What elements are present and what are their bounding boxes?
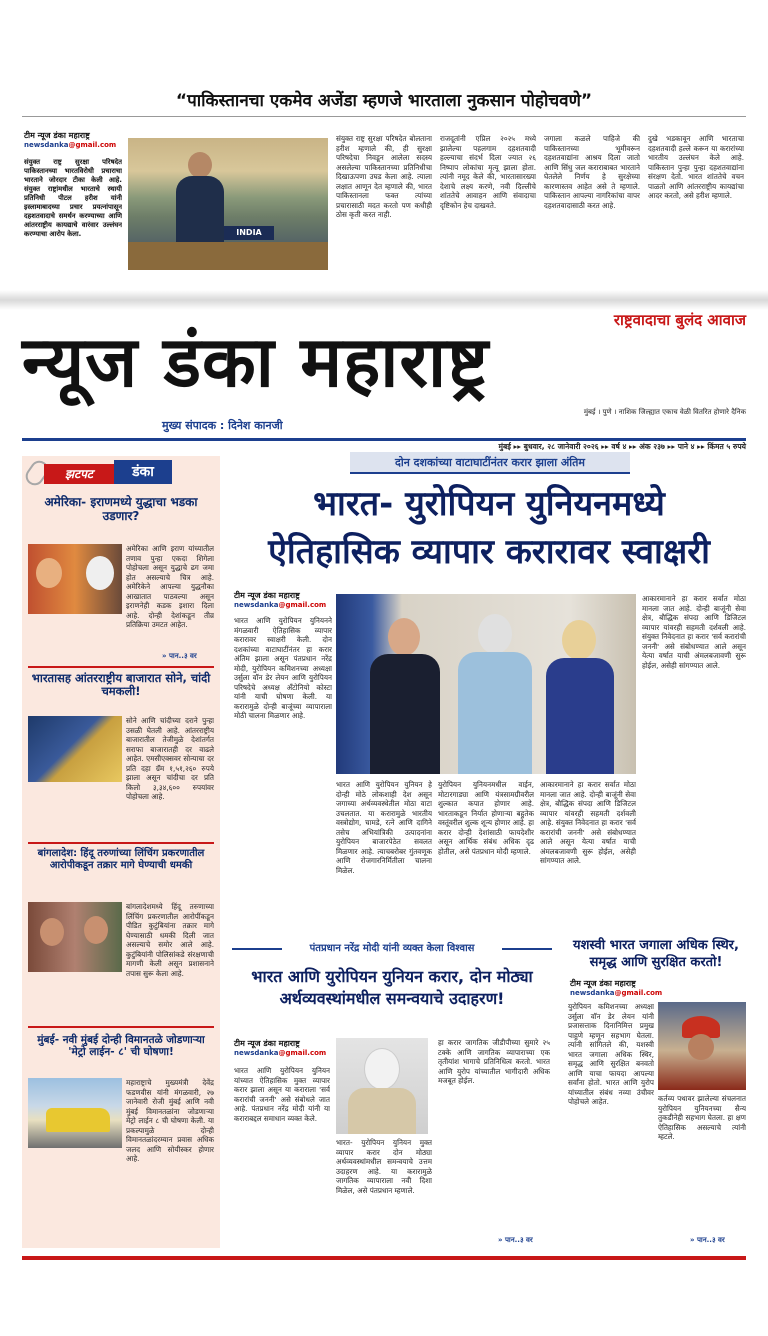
editor-label: मुख्य संपादक :: [162, 419, 225, 432]
desk: [128, 242, 328, 270]
section-shadow: [0, 290, 768, 310]
editor-line: [162, 418, 283, 433]
byline-name: टीम न्यूज डंका महाराष्ट्र: [234, 1039, 300, 1048]
lead-byline: [234, 590, 334, 609]
top-story-byline: [24, 130, 124, 149]
lead-kicker: दोन दशकांच्या वाटाघाटींनंतर करार झाला अंतिम: [350, 452, 630, 474]
lead-col-4a: आकारमानाने हा करार सर्वात मोठा मानला जात आहे. दोन्ही बाजूंनी सेवा क्षेत्र, बौद्धिक संपदा आणि डिजिटल व्यापार यांवरही सहमती दर्शवली आहे. संयुक्त निवेदनात हा करार 'सर्व करारांची जननी' असे संबोधण्यात आले असून येत्या वर्षात याची अंमलबजावणी सुरू होईल, असेही सांगण्यात आले.: [540, 780, 636, 865]
lead-col-5: आकारमानाने हा करार सर्वात मोठा मानला जात आहे. दोन्ही बाजूंनी सेवा क्षेत्र, बौद्धिक संपदा आणि डिजिटल व्यापार यांवरही सहमती दर्शवली आहे. संयुक्त निवेदनात हा करार 'सर्व करारांची जननी' असे संबोधण्यात आले असून येत्या वर्षात याची अंमलबजावणी सुरू होईल, असेही सांगण्यात आले.: [642, 594, 746, 670]
leader-figure-center: [454, 614, 536, 774]
second-col-2: भारत- युरोपियन युनियन मुक्त व्यापार करार दोन मोठ्या अर्थव्यवस्थांमधील समन्वयाचे उत्तम उदाहरण आहे. या करारामुळे जागतिक व्यापाराला नवी दिशा मिळेल, असे पंतप्रधान म्हणाले.: [336, 1138, 432, 1195]
byline-email: newsdanka@gmail.com: [234, 601, 327, 609]
second-col-1: भारत आणि युरोपियन युनियन यांच्यात ऐतिहासिक मुक्त व्यापार करार झाला असून या कराराला 'सर्व करारांची जननी' असे संबोधले जात आहे. पंतप्रधान नरेंद्र मोदी यांनी या कराराबद्दल समाधान व्यक्त केले.: [234, 1066, 330, 1123]
sidebar: [22, 456, 220, 1248]
right-more[interactable]: » पान..३ वर: [690, 1236, 725, 1244]
sidebar-story-2-text: सोने आणि चांदीच्या दराने पुन्हा उसळी घेतली आहे. आंतरराष्ट्रीय बाजारातील तेजीमुळे देशांतर्गत सराफा बाजारातही दर वाढले आहेत. एमसीएक्सवर सोन्याचा दर प्रति दहा ग्रॅम १,५१,२६० रुपये झाला असून चांदीचा दर प्रति किलो ३,३४,६०० रुपयांवर पोहोचला आहे.: [126, 716, 214, 801]
top-story: [22, 88, 746, 288]
lead-col-3: युरोपियन युनियनमधील वाईन, मोटारगाड्या आणि यंत्रसामग्रीवरील शुल्कात कपात होणार आहे. भारताकडून निर्यात होणाऱ्या बहुतेक वस्तूंवरील शुल्क शून्य होणार आहे. हा करार दोन्ही देशांसाठी फायदेशीर असून आर्थिक संबंध अधिक दृढ होतील, असे पंतप्रधान मोदी म्हणाले.: [438, 780, 534, 856]
top-story-col-2: राजदूतांनी एप्रिल २०२५ मध्ये झालेल्या पहलगाम दहशतवादी हल्ल्याचा संदर्भ दिला ज्यात २६ निष्पाप लोकांचा मृत्यू झाला होता. त्यांनी नमूद केले की, भारतासारख्या देशाचे लक्ष्य करणे, नवी दिल्लीचे शांततेचे आवाहन आणि संवादाचा दृष्टिकोन हेच दाखवते.: [440, 134, 536, 210]
top-story-headline: “पाकिस्तानचा एकमेव अजेंडा म्हणजे भारताला नुकसान पोहोचवणे”: [175, 91, 593, 111]
top-story-col-4: दुखे भडकावून आणि भारताचा दहशतवादी हल्ले करून या करारांच्या भारतीय उल्लंघन केले आहे. पाकिस्तान पुन्हा पुन्हा दहशतवाद्यांना संरक्षण देतो. भारत शांततेचे वचन पाळतो आणि आंतरराष्ट्रीय कायद्यांचा आदर करतो, असे हरीश म्हणाले.: [648, 134, 744, 200]
second-col-3: हा करार जागतिक जीडीपीच्या सुमारे २५ टक्के आणि जागतिक व्यापाराच्या एक तृतीयांश भागाचे प्रतिनिधित्व करतो. भारत आणि युरोप यांच्यातील भागीदारी अधिक मजबूत होईल.: [438, 1038, 550, 1085]
metro-train-photo: [28, 1078, 122, 1148]
right-headline: यशस्वी भारत जगाला अधिक स्थिर, समृद्ध आणि सुरक्षित करतो!: [573, 938, 739, 970]
masthead-editions: मुंबई । पुणे । नाशिक जिल्ह्यात एकाच वेळी वितरित होणारे दैनिक: [583, 408, 746, 416]
lead-col-1: भारत आणि युरोपियन युनियनने मंगळवारी ऐतिहासिक व्यापार करारावर स्वाक्षरी केली. दोन दशकांच्या वाटाघाटींनंतर हा करार अंतिम झाला असून पंतप्रधान नरेंद्र मोदी, युरोपियन कमिशनच्या अध्यक्षा उर्सुला वॉन डेर लेयन आणि युरोपियन परिषदेचे अध्यक्ष अँटोनियो कोस्टा यांनी याची घोषणा केली. या करारामुळे दोन्ही बाजूंच्या व्यापाराला मोठी चालना मिळणार आहे.: [234, 616, 332, 720]
right-text-col-2: कर्तव्य पथावर झालेल्या संचलनात युरोपियन युनियनच्या सैन्य तुकडीनेही सहभाग घेतला. हा क्षण ऐतिहासिक असल्याचे त्यांनी म्हटले.: [658, 1094, 746, 1141]
editor-name: दिनेश कानजी: [228, 419, 283, 432]
second-byline: [234, 1038, 334, 1057]
sidebar-separator: [28, 842, 214, 844]
byline-name: टीम न्यूज डंका महाराष्ट्र: [570, 979, 636, 988]
us-iran-photo: [28, 544, 122, 614]
right-text-col-1: युरोपियन कमिशनच्या अध्यक्षा उर्सुला वॉन डेर लेयन यांनी प्रजासत्ताक दिनानिमित्त प्रमुख पाहुणे म्हणून सहभाग घेतला. त्यांनी सांगितले की, यशस्वी भारत जगाला अधिक स्थिर, समृद्ध आणि सुरक्षित बनवतो आणि याचा फायदा आपल्या सर्वांना होतो. भारत आणि युरोप यांच्यातील संबंध नव्या उंचीवर पोहोचले आहेत.: [568, 1002, 654, 1106]
lead-headline-2: ऐतिहासिक व्यापार करारावर स्वाक्षरी: [268, 532, 710, 572]
top-story-col-3: जगाला कळले पाहिजे की पाकिस्तानच्या भूमीवरून दहशतवाद्यांना आश्रय दिला जातो आणि सिंधु जल कराराबाबत भारताने घेतलेले निर्णय हे सुरक्षेच्या कारणास्तव आहेत असे ते म्हणाले. पाकिस्तान आपल्या नागरिकांचा वापर दहशतवादासाठी करत आहे.: [544, 134, 640, 210]
second-more[interactable]: » पान..३ वर: [498, 1236, 533, 1244]
leader-figure-right: [542, 620, 618, 774]
leaders-handshake-photo: [336, 594, 636, 774]
sidebar-header: [22, 456, 220, 488]
sidebar-tag-1: झटपट: [44, 464, 114, 484]
lead-story: [232, 452, 746, 922]
sidebar-story-4-title: मुंबई- नवी मुंबई दोन्ही विमानतळे जोडणाऱ्या 'मेट्रो लाईन- ८' ची घोषणा!: [37, 1034, 205, 1059]
right-byline: [570, 978, 690, 997]
top-story-col-1: संयुक्त राष्ट्र सुरक्षा परिषदेत बोलताना हरीश म्हणाले की, ही सुरक्षा परिषदेचा निवडून आलेला सदस्य असलेल्या पाकिस्तानच्या प्रतिनिधीचा दिखाऊपणा उघड केला आहे. त्याला लक्षात आणून देत म्हणाले की, भारत पाकिस्तानला फक्त त्यांच्या प्रचारासाठी मदत करतो पण कधीही ठोस कृती करत नाही.: [336, 134, 432, 219]
masthead-slogan: राष्ट्रवादाचा बुलंद आवाज: [613, 311, 746, 329]
right-story: [566, 938, 746, 1254]
sidebar-story-3-title: बांगलादेश: हिंदू तरुणांच्या लिंचिंग प्रकरणातील आरोपीकडून तक्रार मागे घेण्याची धमकी: [37, 848, 205, 871]
bangladesh-photo: [28, 902, 122, 972]
masthead-title: न्यूज डंका महाराष्ट्र: [22, 321, 490, 403]
sidebar-separator: [28, 666, 214, 668]
sidebar-separator: [28, 1026, 214, 1028]
leader-figure-left: [366, 618, 444, 774]
footer-rule: [22, 1256, 746, 1260]
byline-email: newsdanka@gmail.com: [24, 141, 117, 149]
lead-headline-1: भारत- युरोपियन युनियनमध्ये: [313, 484, 665, 524]
top-story-rule: [22, 116, 746, 117]
sidebar-story-1-text: अमेरिका आणि इराण यांच्यातील तणाव पुन्हा एकदा शिगेला पोहोचला असून युद्धाचे ढग जमा होत असल्याचे चित्र आहे. अमेरिकेने आपल्या युद्धनौका आखातात पाठवल्या असून इराणनेही कडक इशारा दिला आहे. दोन्ही देशांकडून तीव्र प्रतिक्रिया उमटत आहेत.: [126, 544, 214, 629]
country-nameplate: INDIA: [224, 226, 274, 240]
sidebar-story-4-text: महाराष्ट्राचे मुख्यमंत्री देवेंद्र फडणवीस यांनी मंगळवारी, २७ जानेवारी रोजी मुंबई आणि नवी मुंबई विमानतळांना जोडणाऱ्या मेट्रो लाईन ८ ची घोषणा केली. या प्रकल्पामुळे दोन्ही विमानतळांदरम्यान प्रवास अधिक जलद आणि सोयीस्कर होणार आहे.: [126, 1078, 214, 1163]
byline-email: newsdanka@gmail.com: [570, 989, 663, 997]
byline-name: टीम न्यूज डंका महाराष्ट्र: [24, 131, 90, 140]
second-story: [232, 938, 552, 1254]
guard-ceremony-photo: [658, 1002, 746, 1090]
modi-portrait-photo: [336, 1038, 428, 1134]
second-headline: भारत आणि युरोपियन युनियन करार, दोन मोठ्या अर्थव्यवस्थांमधील समन्वयाचे उदाहरण!: [251, 967, 533, 1008]
gold-silver-photo: [28, 716, 122, 782]
masthead-rule: [22, 438, 746, 441]
masthead-dateline: मुंबई ▸▸ बुधवार, २८ जानेवारी २०२६ ▸▸ वर्ष ४ ▸▸ अंक २३७ ▸▸ पाने ४ ▸▸ किंमत ५ रुपये: [498, 442, 746, 451]
sidebar-story-1-title: अमेरिका- इराणमध्ये युद्धाचा भडका उडणार?: [44, 495, 198, 523]
second-kicker: पंतप्रधान नरेंद्र मोदी यांनी व्यक्त केला विश्वास: [282, 938, 502, 960]
sidebar-tag-2: डंका: [114, 460, 172, 484]
un-council-photo: [128, 138, 328, 270]
byline-name: टीम न्यूज डंका महाराष्ट्र: [234, 591, 300, 600]
sidebar-story-3-text: बांगलादेशमध्ये हिंदू तरुणाच्या लिंचिंग प्रकरणातील आरोपींकडून पीडित कुटुंबियांना तक्रार मागे घेण्यासाठी धमकी दिली जात असल्याचे समोर आले आहे. कुटुंबियांनी पोलिसांकडे संरक्षणाची मागणी केली असून प्रशासनाने तपास सुरू केला आहे.: [126, 902, 214, 978]
lead-col-2: भारत आणि युरोपियन युनियन हे दोन्ही मोठे लोकशाही देश असून जगाच्या अर्थव्यवस्थेतील मोठा वाटा उचलतात. या करारामुळे भारतीय वस्त्रोद्योग, चामडे, रत्ने आणि दागिने तसेच अभियांत्रिकी उत्पादनांना युरोपियन बाजारपेठेत सवलत मिळणार आहे. त्याचबरोबर गुंतवणूक आणि रोजगारनिर्मितीला चालना मिळेल.: [336, 780, 432, 875]
sidebar-story-1-more[interactable]: » पान..३ वर: [162, 652, 197, 660]
byline-email: newsdanka@gmail.com: [234, 1049, 327, 1057]
sidebar-story-2-title: भारतासह आंतरराष्ट्रीय बाजारात सोने, चांदी चमकली!: [31, 671, 211, 699]
masthead: [22, 310, 746, 430]
top-story-lead: संयुक्त राष्ट्र सुरक्षा परिषदेत पाकिस्तानच्या भारतविरोधी प्रचाराचा भारताने जोरदार टीका केली आहे. संयुक्त राष्ट्रांमधील भारताचे स्थायी प्रतिनिधी पीटल हरीश यांनी इस्लामाबादच्या प्रचार प्रयत्नांपासून दहशतवादाचे समर्थन करण्याच्या आणि आंतरराष्ट्रीय कायद्याचे वारंवार उल्लंघन करण्याचा आरोप केला.: [24, 158, 122, 238]
